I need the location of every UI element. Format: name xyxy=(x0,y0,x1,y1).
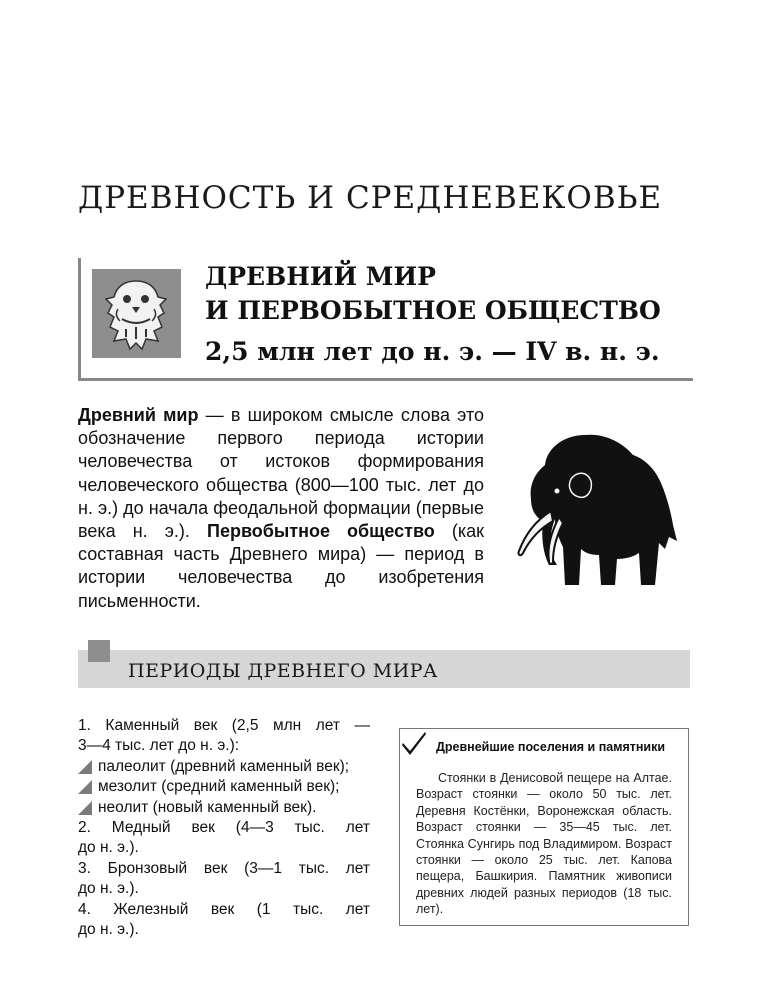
triangle-bullet-icon xyxy=(78,801,92,815)
sidebar-title: Древнейшие поселения и памятники xyxy=(436,740,666,754)
period-item-3-line1: 3. Бронзовый век (3—1 тыс. лет xyxy=(78,859,370,877)
period-item-1-line1: 1. Каменный век (2,5 млн лет — xyxy=(78,717,370,734)
checkmark-icon xyxy=(399,728,429,758)
section-title: ДРЕВНОСТЬ И СРЕДНЕВЕКОВЬЕ xyxy=(78,180,663,216)
periods-title: ПЕРИОДЫ ДРЕВНЕГО МИРА xyxy=(128,660,438,682)
chapter-title-line1: ДРЕВНИЙ МИР xyxy=(205,262,436,291)
list-item: неолит (новый каменный век). xyxy=(78,798,370,818)
triangle-bullet-icon xyxy=(78,780,92,794)
triangle-bullet-icon xyxy=(78,760,92,774)
mammoth-illustration xyxy=(505,425,685,595)
list-item: мезолит (средний каменный век); xyxy=(78,777,370,797)
periods-list xyxy=(78,716,370,940)
period-item-2-line1: 2. Медный век (4—3 тыс. лет xyxy=(78,819,370,837)
intro-paragraph xyxy=(78,404,484,613)
primitive-figure-icon xyxy=(92,269,181,358)
period-item-4-line2: до н. э.). xyxy=(78,921,139,939)
period-item-4-line1: 4. Железный век (1 тыс. лет xyxy=(78,900,370,918)
chapter-title-line2: И ПЕРВОБЫТНОЕ ОБЩЕСТВО xyxy=(205,296,661,325)
intro-text-2: (как составная часть Древнего мира) — период в истории человечества до изобретения письменности. xyxy=(78,521,484,611)
term-primitive-society: Первобытное общество xyxy=(207,521,435,542)
chapter-dates: 2,5 млн лет до н. э. — IV в. н. э. xyxy=(205,337,660,366)
sidebar-body: Стоянки в Денисовой пещере на Алтае. Возраст стоянки — около 50 тыс. лет. Деревня Костёнки, Воронежская область. Возраст стоянки — 35—45 тыс. лет. Стоянка Сунгирь под Владимиром. Возраст стоянки — около 25 тыс. лет. Капова пещера, Башкирия. Памятник живописи древних людей разных периодов (18 тыс. лет). xyxy=(416,771,672,917)
periods-marker-square xyxy=(88,640,110,662)
period-item-3-line2: до н. э.). xyxy=(78,880,139,898)
period-item-1-line2: 3—4 тыс. лет до н. э.): xyxy=(78,737,240,755)
term-ancient-world: Древний мир xyxy=(78,405,199,425)
intro-text-1: — в широком смысле слова это обозначение первого периода истории человечества от истоков формирования человеческого общества (800—100 тыс. лет до н. э.) до начала феодальной формации (первые века н. э.). xyxy=(78,405,484,542)
period-item-2-line2: до н. э.). xyxy=(78,839,139,857)
list-item: палеолит (древний каменный век); xyxy=(78,757,370,777)
